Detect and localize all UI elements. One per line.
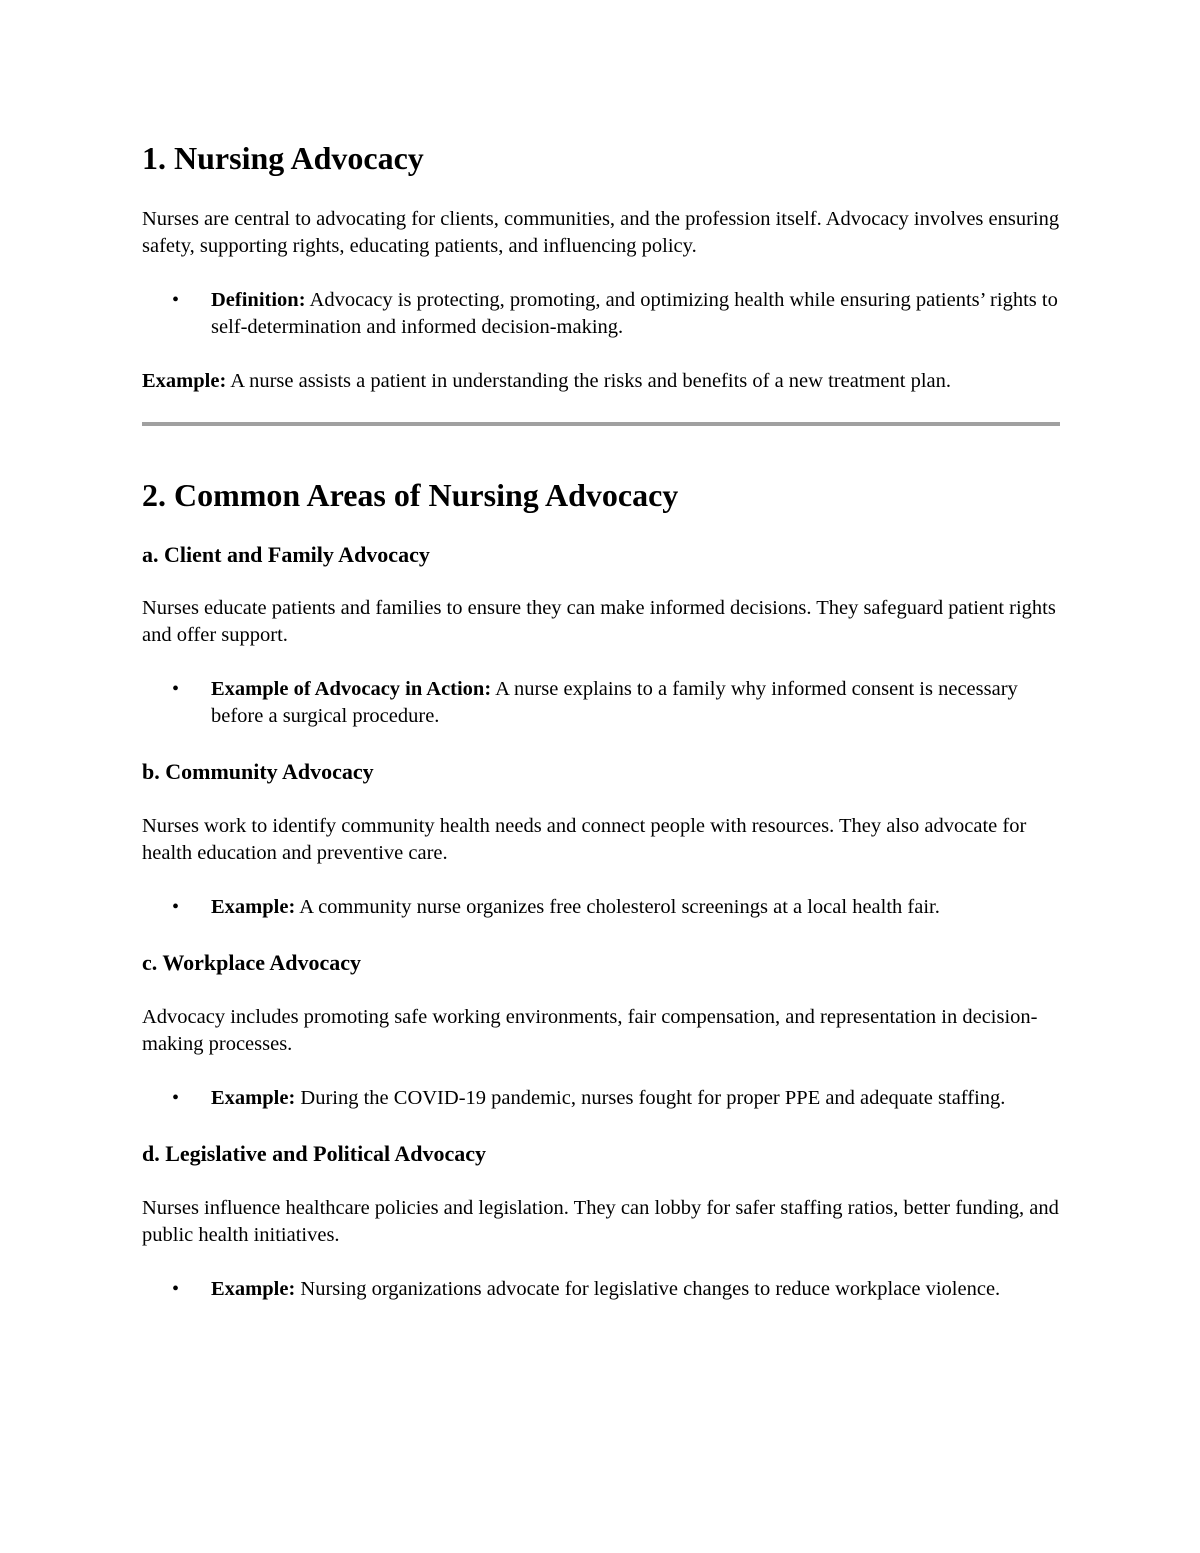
subsection-d-bullet-list [142,1276,1060,1303]
bullet-label: Example: [211,896,296,918]
example-label: Example: [142,370,227,392]
subsection-a-heading: a. Client and Family Advocacy [142,542,430,567]
section-1-bullet-list [142,287,1060,341]
section-2-title: 2. Common Areas of Nursing Advocacy [142,477,679,513]
subsection-a-body: Nurses educate patients and families to ensure they can make informed decisions. They safeguard patient rights and offer support. [142,597,1056,646]
subsection-c-bullet-list [142,1085,1060,1112]
subsection-d-body: Nurses influence healthcare policies and legislation. They can lobby for safer staffing ratios, better funding, and public health initiatives. [142,1197,1059,1246]
subsection-c-body: Advocacy includes promoting safe working environments, fair compensation, and representation in decision-making processes. [142,1006,1038,1055]
bullet-text: A nurse explains to a family why informed consent is necessary before a surgical procedure. [211,678,1018,727]
subsection-b-heading: b. Community Advocacy [142,759,374,784]
subsection-b-bullet-list [142,894,1060,921]
subsection-a-bullet-list [142,676,1060,730]
section-1-example [142,368,1060,395]
subsection-c-heading: c. Workplace Advocacy [142,950,361,975]
bullet-icon: • [172,289,180,311]
bullet-label: Example: [211,1087,296,1109]
bullet-text: Nursing organizations advocate for legislative changes to reduce workplace violence. [295,1278,1001,1300]
subsection-d-heading: d. Legislative and Political Advocacy [142,1141,487,1166]
list-item [142,287,1060,341]
section-1-intro: Nurses are central to advocating for clients, communities, and the profession itself. Advocacy involves ensuring safety, supporting rights, educating patients, and influencing policy. [142,208,1060,257]
bullet-label: Example of Advocacy in Action: [211,678,492,700]
document-page [142,138,1060,1303]
bullet-label: Definition: [211,289,306,311]
section-1-title: 1. Nursing Advocacy [142,140,424,176]
list-item [142,1085,1060,1112]
bullet-text: A community nurse organizes free cholesterol screenings at a local health fair. [295,896,940,918]
bullet-icon: • [172,896,180,918]
list-item [142,1276,1060,1303]
list-item [142,676,1060,730]
horizontal-divider [142,422,1060,426]
subsection-b-body: Nurses work to identify community health needs and connect people with resources. They also advocate for health education and preventive care. [142,815,1027,864]
bullet-text: During the COVID-19 pandemic, nurses fought for proper PPE and adequate staffing. [295,1087,1006,1109]
bullet-label: Example: [211,1278,296,1300]
bullet-icon: • [172,1278,180,1300]
bullet-icon: • [172,678,180,700]
bullet-icon: • [172,1087,180,1109]
list-item [142,894,1060,921]
bullet-text: Advocacy is protecting, promoting, and optimizing health while ensuring patients’ rights to self-determination and informed decision-making. [211,289,1058,338]
example-text: A nurse assists a patient in understanding the risks and benefits of a new treatment plan. [226,370,952,392]
